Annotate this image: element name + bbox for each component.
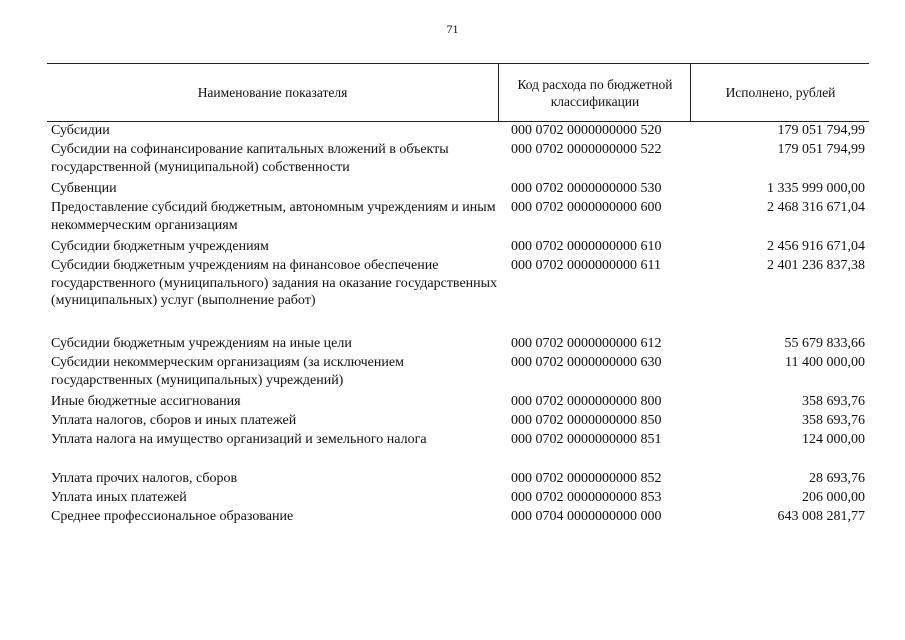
row-name: Уплата иных платежей — [51, 490, 187, 505]
row-sum: 358 693,76 — [802, 394, 865, 409]
row-code: 000 0702 0000000000 612 — [511, 336, 662, 351]
table-header — [47, 63, 869, 122]
row-name: Уплата прочих налогов, сборов — [51, 471, 238, 486]
row-sum: 2 401 236 837,38 — [767, 258, 865, 273]
row-name: Среднее профессиональное образование — [51, 509, 294, 524]
row-name: Субсидии на софинансирование капитальных вложений в объекты государственной (муниципальной) собственности — [51, 142, 449, 175]
row-sum: 179 051 794,99 — [777, 142, 865, 157]
row-name: Уплата налога на имущество организаций и земельного налога — [51, 432, 427, 447]
row-code: 000 0702 0000000000 851 — [511, 432, 662, 447]
row-name: Субсидии — [51, 123, 110, 138]
row-sum: 28 693,76 — [809, 471, 865, 486]
row-sum: 643 008 281,77 — [777, 509, 865, 524]
row-code: 000 0702 0000000000 800 — [511, 394, 662, 409]
row-code: 000 0702 0000000000 850 — [511, 413, 662, 428]
row-code: 000 0702 0000000000 520 — [511, 123, 662, 138]
row-code: 000 0702 0000000000 610 — [511, 239, 662, 254]
row-name: Субсидии бюджетным учреждениям на иные цели — [51, 336, 352, 351]
row-code: 000 0702 0000000000 852 — [511, 471, 662, 486]
row-code: 000 0702 0000000000 853 — [511, 490, 662, 505]
row-code: 000 0702 0000000000 530 — [511, 181, 662, 196]
header-code: Код расхода по бюджетной классификации — [498, 64, 691, 121]
row-name: Субсидии бюджетным учреждениям на финансовое обеспечение государственного (муниципального) задания на оказание государственных (муниципальных) услуг (выполнение работ) — [51, 258, 498, 308]
row-sum: 1 335 999 000,00 — [767, 181, 865, 196]
row-code: 000 0702 0000000000 630 — [511, 355, 662, 370]
row-name: Иные бюджетные ассигнования — [51, 394, 241, 409]
header-name: Наименование показателя — [197, 85, 348, 100]
row-sum: 11 400 000,00 — [785, 355, 865, 370]
row-name: Субсидии бюджетным учреждениям — [51, 239, 269, 254]
row-name: Субвенции — [51, 181, 117, 196]
row-sum: 2 456 916 671,04 — [767, 239, 865, 254]
row-sum: 2 468 316 671,04 — [767, 200, 865, 215]
row-sum: 179 051 794,99 — [777, 123, 865, 138]
header-sum: Исполнено, рублей — [690, 64, 870, 121]
row-name: Предоставление субсидий бюджетным, автономным учреждениям и иным некоммерческим организациям — [51, 200, 496, 233]
row-sum: 358 693,76 — [802, 413, 865, 428]
row-code: 000 0702 0000000000 611 — [511, 258, 661, 273]
row-sum: 55 679 833,66 — [784, 336, 865, 351]
row-sum: 206 000,00 — [802, 490, 865, 505]
page-number: 71 — [446, 22, 459, 36]
row-sum: 124 000,00 — [802, 432, 865, 447]
row-name: Субсидии некоммерческим организациям (за исключением государственных (муниципальных) учреждений) — [51, 355, 404, 388]
row-code: 000 0704 0000000000 000 — [511, 509, 662, 524]
row-name: Уплата налогов, сборов и иных платежей — [51, 413, 297, 428]
row-code: 000 0702 0000000000 600 — [511, 200, 662, 215]
row-code: 000 0702 0000000000 522 — [511, 142, 662, 157]
